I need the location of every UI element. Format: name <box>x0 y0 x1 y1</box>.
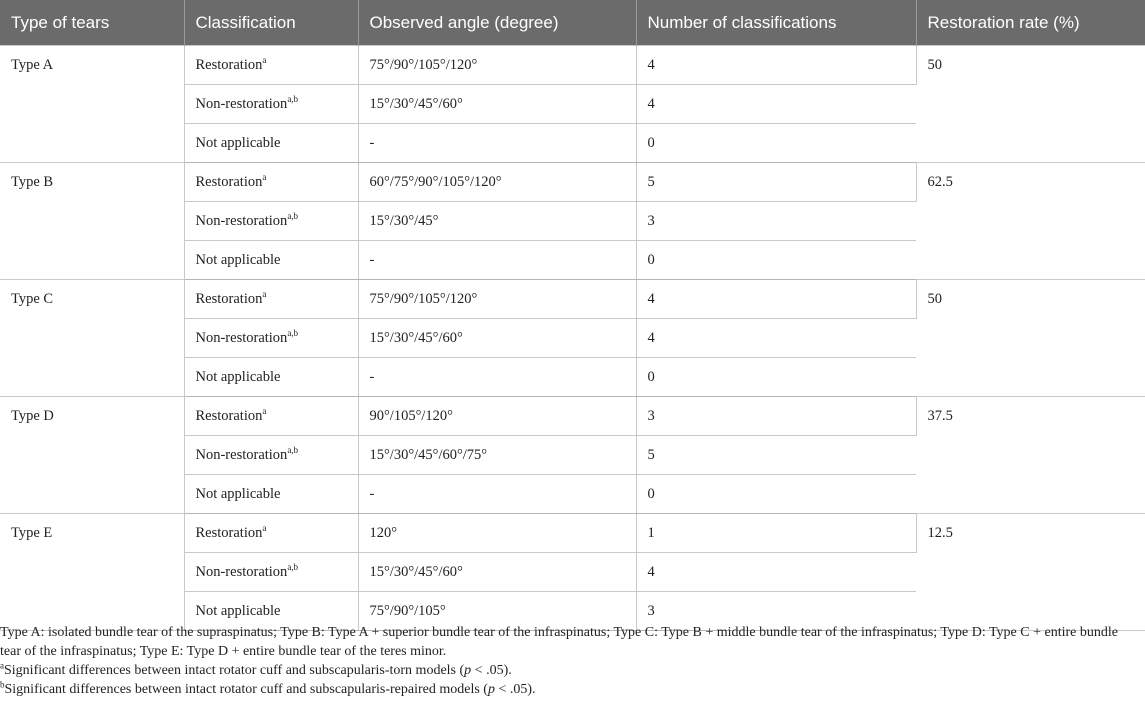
cell-number-of-classifications: 3 <box>636 202 916 241</box>
cell-classification <box>184 475 358 514</box>
cell-observed-angle: - <box>358 358 636 397</box>
cell-observed-angle: 15°/30°/45°/60° <box>358 553 636 592</box>
footnote-a-mark: a <box>0 660 4 671</box>
cell-observed-angle: 60°/75°/90°/105°/120° <box>358 163 636 202</box>
cell-classification <box>184 241 358 280</box>
footnote-b <box>0 680 1140 699</box>
cell-number-of-classifications: 4 <box>636 553 916 592</box>
classification-label: Non-restoration <box>195 212 288 229</box>
cell-tear-type: Type A <box>0 46 184 163</box>
cell-number-of-classifications: 0 <box>636 124 916 163</box>
cell-tear-type: Type D <box>0 397 184 514</box>
classification-footnote-mark: a <box>262 171 267 182</box>
cell-observed-angle: 15°/30°/45°/60° <box>358 85 636 124</box>
cell-observed-angle: 15°/30°/45°/60°/75° <box>358 436 636 475</box>
cell-number-of-classifications: 4 <box>636 319 916 358</box>
cell-number-of-classifications: 0 <box>636 241 916 280</box>
table-body <box>0 46 1145 631</box>
cell-tear-type: Type C <box>0 280 184 397</box>
cell-observed-angle: 120° <box>358 514 636 553</box>
footnote-b-mark: b <box>0 679 5 690</box>
classification-label: Restoration <box>195 56 263 73</box>
cell-observed-angle: 75°/90°/105°/120° <box>358 46 636 85</box>
cell-number-of-classifications: 0 <box>636 358 916 397</box>
cell-number-of-classifications: 5 <box>636 163 916 202</box>
header-classification: Classification <box>184 0 358 46</box>
classification-label: Not applicable <box>195 368 281 385</box>
cell-observed-angle: - <box>358 475 636 514</box>
classification-footnote-mark: a,b <box>287 444 299 455</box>
cell-observed-angle: 75°/90°/105° <box>358 592 636 631</box>
cell-classification <box>184 202 358 241</box>
cell-classification <box>184 85 358 124</box>
table-row <box>0 514 1145 553</box>
header-number-of-classifications: Number of classifications <box>636 0 916 46</box>
table-row <box>0 397 1145 436</box>
footnote-types: Type A: isolated bundle tear of the supraspinatus; Type B: Type A + superior bundle tear of the infraspinatus; Type C: Type B + middle bundle tear of the infraspinatus; Type D: Type C + entire bundle tear of the infraspinatus; Type E: Type D + entire bundle tear of the teres minor. <box>0 625 1118 659</box>
classification-footnote-mark: a <box>262 54 267 65</box>
cell-observed-angle: 15°/30°/45°/60° <box>358 319 636 358</box>
footnote-a-p: p <box>464 663 472 678</box>
header-observed-angle: Observed angle (degree) <box>358 0 636 46</box>
footnote-b-p: p <box>487 682 495 697</box>
cell-classification <box>184 358 358 397</box>
cell-number-of-classifications: 3 <box>636 397 916 436</box>
cell-restoration-rate: 12.5 <box>916 514 1145 631</box>
footnote-b-text: Significant differences between intact rotator cuff and subscapularis-repaired models ( <box>4 682 488 697</box>
cell-number-of-classifications: 1 <box>636 514 916 553</box>
header-type-of-tears: Type of tears <box>0 0 184 46</box>
cell-classification <box>184 124 358 163</box>
classification-label: Not applicable <box>195 251 281 268</box>
classification-footnote-mark: a <box>262 522 267 533</box>
table-footnotes <box>0 623 1140 699</box>
cell-classification <box>184 397 358 436</box>
classification-footnote-mark: a,b <box>287 210 299 221</box>
cell-observed-angle: 15°/30°/45° <box>358 202 636 241</box>
footnote-b-rest: < .05). <box>494 682 536 697</box>
cell-classification <box>184 46 358 85</box>
cell-restoration-rate: 37.5 <box>916 397 1145 514</box>
cell-number-of-classifications: 4 <box>636 280 916 319</box>
footnote-a <box>0 661 1140 680</box>
cell-observed-angle: 75°/90°/105°/120° <box>358 280 636 319</box>
table-row <box>0 46 1145 85</box>
cell-restoration-rate: 50 <box>916 46 1145 163</box>
cell-classification <box>184 553 358 592</box>
classification-label: Restoration <box>195 407 263 424</box>
cell-number-of-classifications: 4 <box>636 46 916 85</box>
classification-label: Not applicable <box>195 134 281 151</box>
cell-observed-angle: - <box>358 241 636 280</box>
cell-restoration-rate: 50 <box>916 280 1145 397</box>
cell-number-of-classifications: 5 <box>636 436 916 475</box>
table-row <box>0 280 1145 319</box>
cell-number-of-classifications: 0 <box>636 475 916 514</box>
classification-footnote-mark: a,b <box>287 93 299 104</box>
classification-label: Not applicable <box>195 602 281 619</box>
cell-tear-type: Type B <box>0 163 184 280</box>
table-header <box>0 0 1145 46</box>
classification-label: Restoration <box>195 290 263 307</box>
footnote-a-rest: < .05). <box>471 663 512 678</box>
cell-restoration-rate: 62.5 <box>916 163 1145 280</box>
cell-tear-type: Type E <box>0 514 184 631</box>
classification-label: Not applicable <box>195 485 281 502</box>
cell-classification <box>184 319 358 358</box>
cell-classification <box>184 514 358 553</box>
cell-number-of-classifications: 4 <box>636 85 916 124</box>
classification-label: Non-restoration <box>195 446 288 463</box>
cell-observed-angle: 90°/105°/120° <box>358 397 636 436</box>
classification-label: Restoration <box>195 524 263 541</box>
footnote-a-text: Significant differences between intact rotator cuff and subscapularis-torn models ( <box>4 663 465 678</box>
classification-footnote-mark: a,b <box>287 327 299 338</box>
cell-classification <box>184 436 358 475</box>
classification-label: Non-restoration <box>195 329 288 346</box>
cell-number-of-classifications: 3 <box>636 592 916 631</box>
classification-label: Non-restoration <box>195 563 288 580</box>
cell-classification <box>184 280 358 319</box>
classification-label: Restoration <box>195 173 263 190</box>
classification-footnote-mark: a <box>262 405 267 416</box>
table-row <box>0 163 1145 202</box>
cell-classification <box>184 163 358 202</box>
cell-observed-angle: - <box>358 124 636 163</box>
header-restoration-rate: Restoration rate (%) <box>916 0 1145 46</box>
classification-label: Non-restoration <box>195 95 288 112</box>
classification-footnote-mark: a,b <box>287 561 299 572</box>
classification-footnote-mark: a <box>262 288 267 299</box>
